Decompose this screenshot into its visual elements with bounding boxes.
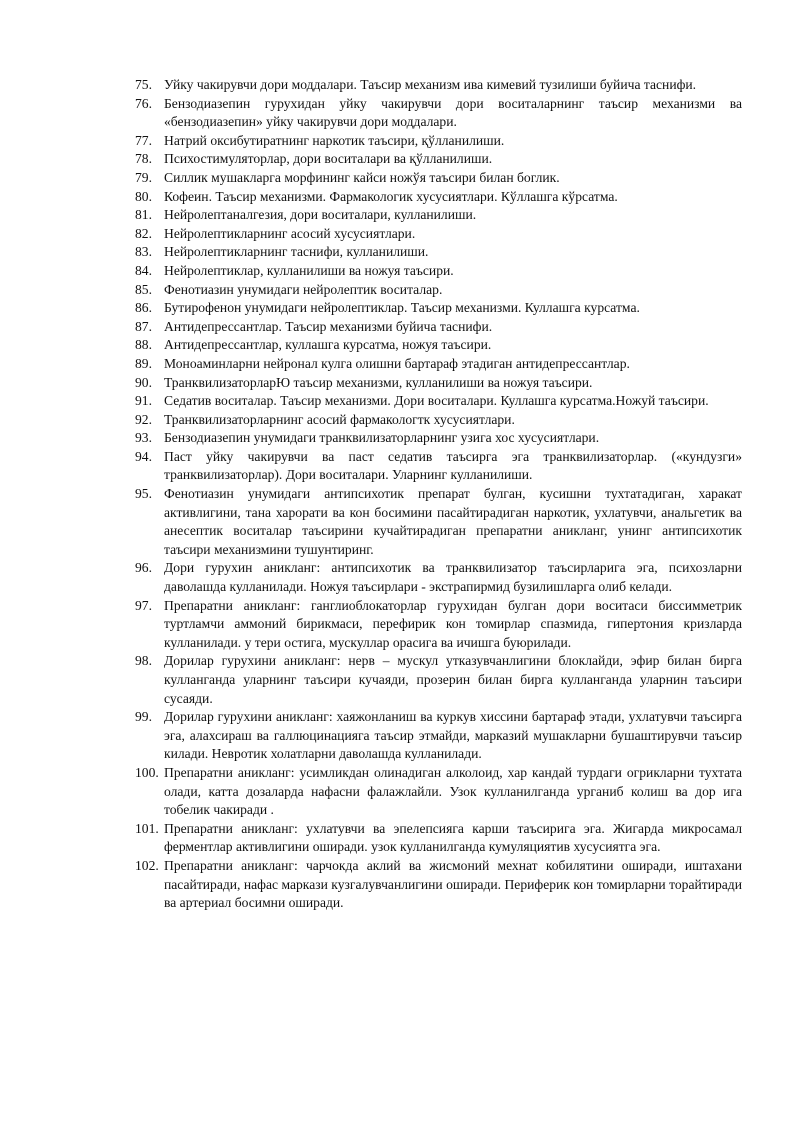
item-number: 100.: [135, 764, 159, 780]
item-text: Паст уйку чакирувчи ва паст седатив таъсирга эга транквилизаторлар. («кундузги» транквилизаторлар). Дори воситалари. Уларнинг кулланилиши.: [164, 448, 742, 483]
item-text: Фенотиазин унумидаги нейролептик воситалар.: [164, 281, 443, 297]
item-number: 91.: [135, 393, 152, 409]
list-item: [135, 262, 742, 281]
item-text: Натрий оксибутиратнинг наркотик таъсири, қўлланилиши.: [164, 132, 505, 148]
item-number: 92.: [135, 411, 152, 427]
item-text: Нейролептикларнинг асосий хусусиятлари.: [164, 225, 416, 241]
item-text: Препаратни аникланг: ухлатувчи ва эпелепсияга карши таъсирига эга. Жигарда микросамал ферментлар активлигини оширади. узок кулланилганда кумуляциятив хусусиятга эга.: [164, 820, 742, 855]
list-item: [135, 132, 742, 151]
list-item: [135, 225, 742, 244]
item-text: Седатив воситалар. Таъсир механизми. Дори воситалари. Куллашга курсатма.Ножуй таъсири.: [164, 393, 709, 409]
list-item: [135, 764, 742, 820]
item-number: 79.: [135, 169, 152, 185]
list-item: [135, 336, 742, 355]
item-text: Бензодиазепин гурухидан уйку чакирувчи дори воситаларнинг таъсир механизми ва «бензодиазепин» уйку чакирувчи дори моддалари.: [164, 95, 742, 130]
list-item: [135, 206, 742, 225]
list-item: [135, 392, 742, 411]
list-item: [135, 188, 742, 207]
item-number: 98.: [135, 653, 152, 669]
list-item: [135, 169, 742, 188]
list-item: [135, 318, 742, 337]
question-list: [135, 76, 742, 913]
item-text: Антидепрессантлар, куллашга курсатма, ножуя таъсири.: [164, 337, 492, 353]
item-text: Силлик мушакларга морфининг кайси ножўя таъсири билан боглик.: [164, 169, 560, 185]
item-text: Дори гурухин аникланг: антипсихотик ва транквилизатор таъсирларига эга, психозларни даволашда кулланилади. Ножуя таъсирлари - экстрапирмид бузилишларга олиб келади.: [164, 560, 742, 595]
list-item: [135, 374, 742, 393]
item-number: 81.: [135, 207, 152, 223]
item-text: Нейролептиклар, кулланилиши ва ножуя таъсири.: [164, 262, 454, 278]
item-number: 77.: [135, 132, 152, 148]
item-number: 102.: [135, 857, 159, 873]
item-text: Уйку чакирувчи дори моддалари. Таъсир механизм ива кимевий тузилиши буйича таснифи.: [164, 77, 697, 92]
item-text: Бутирофенон унумидаги нейролептиклар. Таъсир механизми. Куллашга курсатма.: [164, 300, 640, 316]
list-item: [135, 708, 742, 764]
item-text: Дорилар гурухини аникланг: нерв – мускул утказувчанлигини блоклайди, эфир билан бирга кулланганда уларнинг таъсири кучаяди, прозерин билан бирга кулланганда уларнин таъсири сусаяди.: [164, 653, 742, 706]
item-number: 99.: [135, 709, 152, 725]
list-item: [135, 76, 742, 95]
item-number: 75.: [135, 77, 152, 92]
item-number: 96.: [135, 560, 152, 576]
item-number: 88.: [135, 337, 152, 353]
item-number: 93.: [135, 430, 152, 446]
item-number: 90.: [135, 374, 152, 390]
item-text: Бензодиазепин унумидаги транквилизаторларнинг узига хос хусусиятлари.: [164, 430, 600, 446]
list-item: [135, 355, 742, 374]
item-text: Кофеин. Таъсир механизми. Фармакологик хусусиятлари. Кўллашга кўрсатма.: [164, 188, 618, 204]
item-number: 76.: [135, 95, 152, 111]
list-item: [135, 281, 742, 300]
item-number: 78.: [135, 151, 152, 167]
item-text: Препаратни аникланг: усимликдан олинадиган алколоид, хар кандай турдаги огрикларни тухтата олади, катта дозаларда нафасни фалажлайли. Узок кулланилганда урганиб колиш ва дор ига тобелик чакиради .: [164, 764, 742, 818]
list-item: [135, 95, 742, 132]
item-number: 86.: [135, 300, 152, 316]
list-item: [135, 652, 742, 708]
list-item: [135, 857, 742, 913]
item-number: 82.: [135, 225, 152, 241]
item-text: Моноаминларни нейронал кулга олишни бартараф этадиган антидепрессантлар.: [164, 355, 630, 371]
item-number: 101.: [135, 820, 159, 836]
item-number: 84.: [135, 262, 152, 278]
item-number: 87.: [135, 318, 152, 334]
list-item: [135, 299, 742, 318]
item-text: ТранквилизаторларЮ таъсир механизми, кулланилиши ва ножуя таъсири.: [164, 374, 593, 390]
list-item: [135, 243, 742, 262]
list-item: [135, 411, 742, 430]
item-number: 85.: [135, 281, 152, 297]
list-item: [135, 485, 742, 559]
item-number: 89.: [135, 355, 152, 371]
item-number: 83.: [135, 244, 152, 260]
item-number: 80.: [135, 188, 152, 204]
list-item: [135, 820, 742, 857]
item-text: Препаратни аникланг: ганглиоблокаторлар гурухидан булган дори воситаси биссимметрик туртламчи аммоний бирикмаси, перефирик кон томирлар спазмида, гипертония кризларда кулланилади. у тери остига, мускуллар орасига ва ичишга буюрилади.: [164, 597, 742, 650]
list-item: [135, 448, 742, 485]
item-text: Нейролептаналгезия, дори воситалари, кулланилиши.: [164, 207, 477, 223]
list-item: [135, 597, 742, 653]
item-text: Психостимуляторлар, дори воситалари ва қўлланилиши.: [164, 151, 493, 167]
item-number: 95.: [135, 486, 152, 502]
item-text: Транквилизаторларнинг асосий фармакологтк хусусиятлари.: [164, 411, 515, 427]
list-item: [135, 559, 742, 596]
item-number: 97.: [135, 597, 152, 613]
item-text: Фенотиазин унумидаги антипсихотик препарат булган, кусишни тухтатадиган, харакат активлигини, тана харорати ва кон босимини пасайтирадиган наркотик, ухлатувчи, анальгетик ва анесептик воситалар таъсирини кучайтирадиган препаратни аникланг, унинг антипсихотик таъсири механизмини тушунтиринг.: [164, 486, 742, 557]
item-text: Дорилар гурухини аникланг: хаяжонланиш ва куркув хиссини бартараф этади, ухлатувчи таъсирга эга, алахсираш ва галлюцинацияга таъсир этмайди, марказий мушакларни бушаштирувчи таъсир килади. Невротик холатларни даволашда кулланилади.: [164, 709, 742, 762]
item-text: Препаратни аникланг: чарчокда аклий ва жисмоний мехнат кобилятини оширади, иштахани пасайтиради, нафас маркази кузгалувчанлигини оширади. Периферик кон томирларни торайтиради ва артериал босимни оширади.: [164, 857, 742, 911]
item-text: Антидепрессантлар. Таъсир механизми буйича таснифи.: [164, 318, 493, 334]
item-number: 94.: [135, 448, 152, 464]
list-item: [135, 429, 742, 448]
item-text: Нейролептикларнинг таснифи, кулланилиши.: [164, 244, 429, 260]
list-item: [135, 150, 742, 169]
